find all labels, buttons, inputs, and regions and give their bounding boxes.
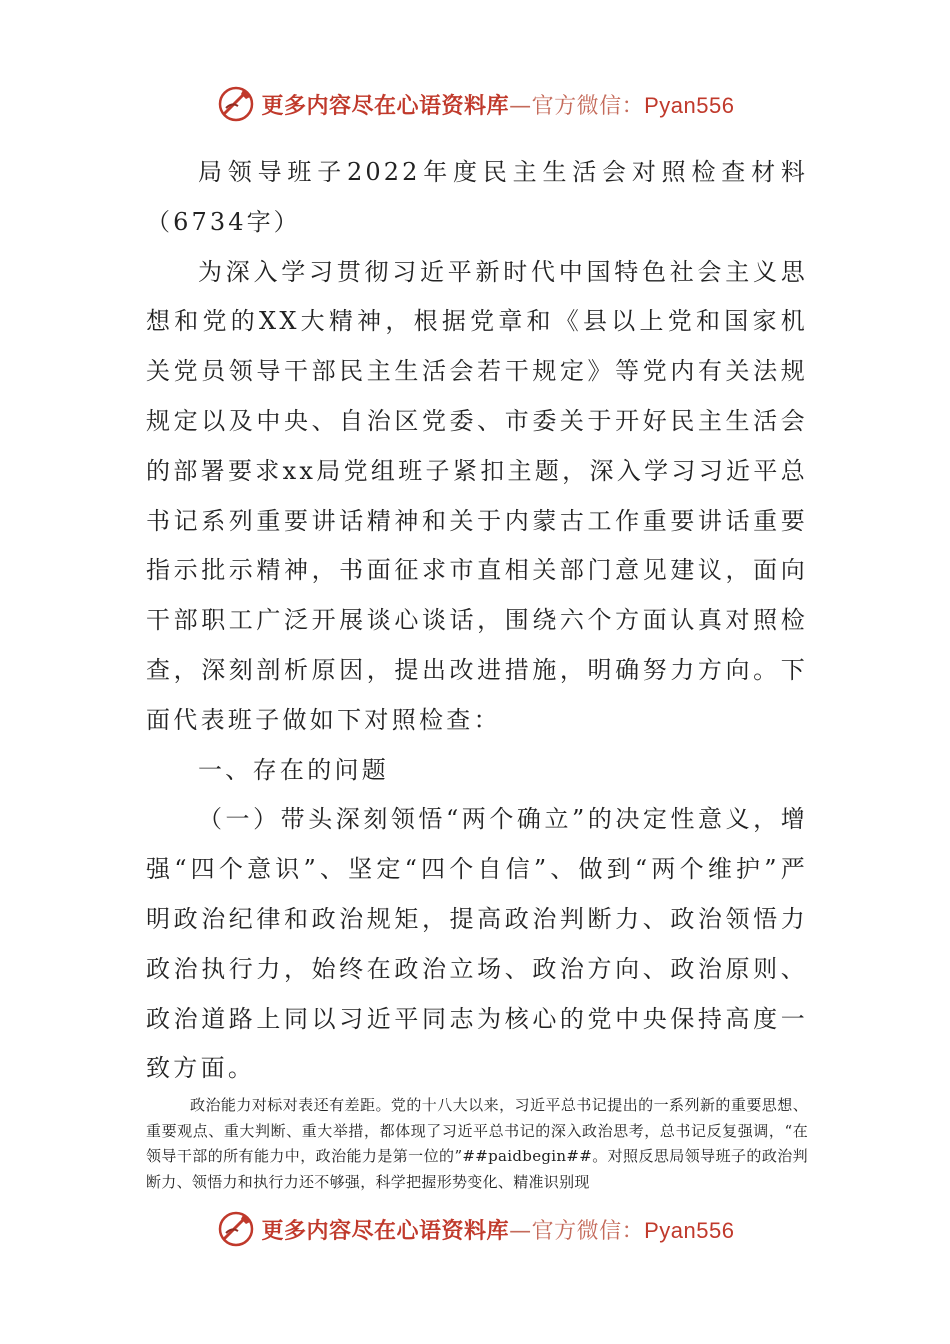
pen-logo-icon [216,1209,256,1249]
excerpt-paragraph: 政治能力对标对表还有差距。党的十八大以来，习近平总书记提出的一系列新的重要思想、重要观点、重大判断、重大举措，都体现了习近平总书记的深入政治思考，总书记反复强调，“在领导干部的所有能力中，政治能力是第一位的”##paidbegin##。对照反思局领导班子的政治判断力、领悟力和执行力还不够强，科学把握形势变化、精准识别现 [146,1096,808,1191]
footer-sub-text: 官方微信： [531,1218,645,1244]
banner-separator: — [509,93,532,119]
subsection-paragraph: （一）带头深刻领悟“两个确立”的决定性意义，增强“四个意识”、坚定“四个自信”、做到“两个维护”严明政治纪律和政治规矩，提高政治判断力、政治领悟力政治执行力，始终在政治立场、政治方向、政治原则、政治道路上同以习近平同志为核心的党中央保持高度一致方面。 [146,805,808,1083]
banner-sub-text: 官方微信： [531,93,645,119]
banner-main-text: 更多内容尽在心语资料库 [261,93,510,119]
section-heading: 一、存在的问题 [198,755,390,784]
intro-paragraph: 为深入学习贯彻习近平新时代中国特色社会主义思想和党的XX大精神，根据党章和《县以上党和国家机关党员领导干部民主生活会若干规定》等党内有关法规规定以及中央、自治区党委、市委关于开好民主生活会的部署要求xx局党组班子紧扣主题，深入学习习近平总书记系列重要讲话精神和关于内蒙古工作重要讲话重要指示批示精神，书面征求市直相关部门意见建议，面向干部职工广泛开展谈心谈话，围绕六个方面认真对照检查，深刻剖析原因，提出改进措施，明确努力方向。下面代表班子做如下对照检查： [146,257,808,734]
small-text-excerpt [146,1093,808,1195]
footer-wechat-id: Pyan556 [644,1217,735,1243]
document-body [146,148,808,1094]
footer-separator: — [509,1218,532,1244]
banner-wechat-id: Pyan556 [644,92,735,118]
footer-banner [0,1207,950,1251]
footer-main-text: 更多内容尽在心语资料库 [261,1218,510,1244]
pen-logo-icon [216,84,256,124]
header-banner [0,82,950,126]
document-title: 局领导班子2022年度民主生活会对照检查材料（6734字） [146,158,808,236]
